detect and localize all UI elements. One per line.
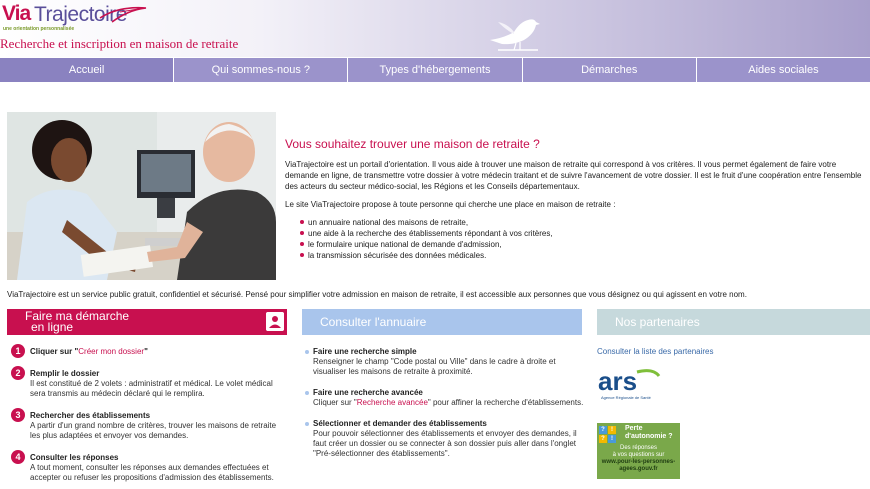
step-number: 4 — [11, 450, 25, 464]
person-document-icon — [266, 312, 284, 331]
list-item — [305, 347, 587, 377]
perte-url-line1: www.pour-les-personnes- — [601, 459, 676, 465]
perte-url-line2: agees.gouv.fr — [619, 466, 658, 472]
nav-aides-sociales[interactable]: Aides sociales — [697, 58, 870, 82]
intro-title: Vous souhaitez trouver une maison de retraite ? — [285, 137, 540, 151]
nav-accueil[interactable]: Accueil — [0, 58, 174, 82]
step-number: 1 — [11, 344, 25, 358]
nos-partenaires-header: Nos partenaires — [597, 309, 870, 335]
step-title-text: Cliquer sur " — [30, 347, 79, 356]
perte-body-line2: à vos questions sur — [612, 452, 665, 458]
site-header — [0, 0, 870, 57]
annuaire-text-after: " pour affiner la recherche d'établissements. — [427, 398, 584, 407]
annuaire-item-text: Pour pouvoir sélectionner des établissements et envoyer des demandes, il faut créer un dossier ou se connecter à son dossier puis aller dans l'onglet "Pré-sélectionner des établissements". — [313, 429, 577, 458]
annuaire-item-title: Faire une recherche simple — [313, 347, 417, 356]
nav-demarches[interactable]: Démarches — [523, 58, 697, 82]
ars-logo[interactable] — [597, 366, 665, 406]
doctor-patient-photo — [7, 112, 276, 280]
list-item: une aide à la recherche des établissements répondant à vos critères, — [300, 228, 867, 239]
logo-tagline: une orientation personnalisée — [3, 26, 75, 32]
list-item: un annuaire national des maisons de retraite, — [300, 217, 867, 228]
step-title — [30, 344, 286, 357]
ars-logo-text: ars — [598, 366, 638, 396]
nav-qui-sommes-nous[interactable]: Qui sommes-nous ? — [174, 58, 348, 82]
annuaire-item-text: Renseigner le champ "Code postal ou Ville" dans le cadre à droite et visualiser les maisons de retraite à proximité. — [313, 357, 556, 376]
demarche-title-line1: Faire ma démarche — [25, 309, 130, 323]
annuaire-section — [305, 347, 587, 470]
public-service-text: ViaTrajectoire est un service public gratuit, confidentiel et sécurisé. Pensé pour simplifier votre admission en maison de retraite, il est accessible aux personnes que vous désignez ou qui agissent en votre nom. — [7, 290, 747, 299]
intro-list — [300, 217, 867, 261]
logo-via-text: Via — [2, 2, 31, 25]
intro-paragraph-2: Le site ViaTrajectoire propose à toute personne qui cherche une place en maison de retraite : — [285, 200, 616, 209]
ars-subtitle: Agence Régionale de Santé — [601, 395, 651, 400]
list-item: le formulaire unique national de demande d'admission, — [300, 239, 867, 250]
annuaire-text-before: Cliquer sur " — [313, 398, 357, 407]
site-title: Recherche et inscription en maison de retraite — [0, 36, 239, 51]
perte-body — [597, 445, 680, 473]
exclamation-icon: ! — [608, 426, 616, 434]
intro-section — [285, 137, 867, 261]
step-2 — [11, 366, 286, 399]
annuaire-item-text — [313, 398, 587, 408]
annuaire-item-title: Sélectionner et demander des établissements — [313, 419, 487, 428]
question-icon: ? — [599, 435, 607, 443]
consulter-annuaire-button[interactable]: Consulter l'annuaire — [302, 309, 582, 335]
step-title: Remplir le dossier — [30, 369, 100, 378]
perte-body-line1: Des réponses — [619, 445, 658, 451]
step-text: A tout moment, consulter les réponses aux demandes effectuées et accepter ou refuser les propositions d'admission des établissements. — [30, 463, 274, 482]
main-nav — [0, 58, 870, 82]
exclamation-icon: ! — [608, 435, 616, 443]
perte-autonomie-banner[interactable] — [597, 423, 680, 479]
list-item — [305, 388, 587, 408]
perte-title-line1: Perte — [625, 425, 643, 432]
liste-partenaires-link[interactable]: Consulter la liste des partenaires — [597, 347, 714, 356]
step-number: 2 — [11, 366, 25, 380]
list-item: la transmission sécurisée des données médicales. — [300, 250, 867, 261]
step-text: A partir d'un grand nombre de critères, trouver les maisons de retraite les plus adaptées et envoyer vos demandes. — [30, 421, 277, 440]
perte-title — [625, 425, 673, 441]
annuaire-item-title: Faire une recherche avancée — [313, 388, 423, 397]
creer-mon-dossier-link[interactable]: Créer mon dossier — [78, 347, 145, 356]
step-3 — [11, 408, 286, 441]
step-title-end: " — [144, 347, 148, 356]
step-1 — [11, 344, 286, 357]
logo-swoosh-icon — [98, 4, 150, 26]
demarche-steps — [11, 344, 286, 489]
question-icon: ? — [599, 426, 607, 434]
step-title: Consulter les réponses — [30, 453, 119, 462]
bird-icon — [484, 12, 544, 54]
nav-types-hebergements[interactable]: Types d'hébergements — [348, 58, 522, 82]
step-title: Rechercher des établissements — [30, 411, 151, 420]
demarche-title-line2: en ligne — [31, 320, 74, 334]
perte-banner-top — [597, 423, 680, 444]
intro-paragraph-1: ViaTrajectoire est un portail d'orientation. Il vous aide à trouver une maison de retraite qui correspond à vos critères. Il vous permet également de faire votre demande en ligne, de transmettre votre dossier à votre médecin traitant et de suivre l'avancement de votre dossier. Il est le fruit d'une coopération entre l'ensemble des acteurs du secteur médico-social, les Régions et les Conseils départementaux. — [285, 160, 862, 191]
list-item — [305, 419, 587, 459]
recherche-avancee-link[interactable]: Recherche avancée — [356, 398, 428, 407]
step-number: 3 — [11, 408, 25, 422]
step-text: Il est constitué de 2 volets : administratif et médical. Le volet médical sera transmis au médecin déclaré qui le remplira. — [30, 379, 273, 398]
viatrajectoire-logo[interactable] — [2, 2, 152, 32]
step-4 — [11, 450, 286, 483]
logo-trajectoire-text: Trajectoire — [34, 3, 127, 26]
perte-title-line2: d'autonomie ? — [625, 433, 673, 440]
faire-ma-demarche-button[interactable] — [7, 309, 287, 335]
